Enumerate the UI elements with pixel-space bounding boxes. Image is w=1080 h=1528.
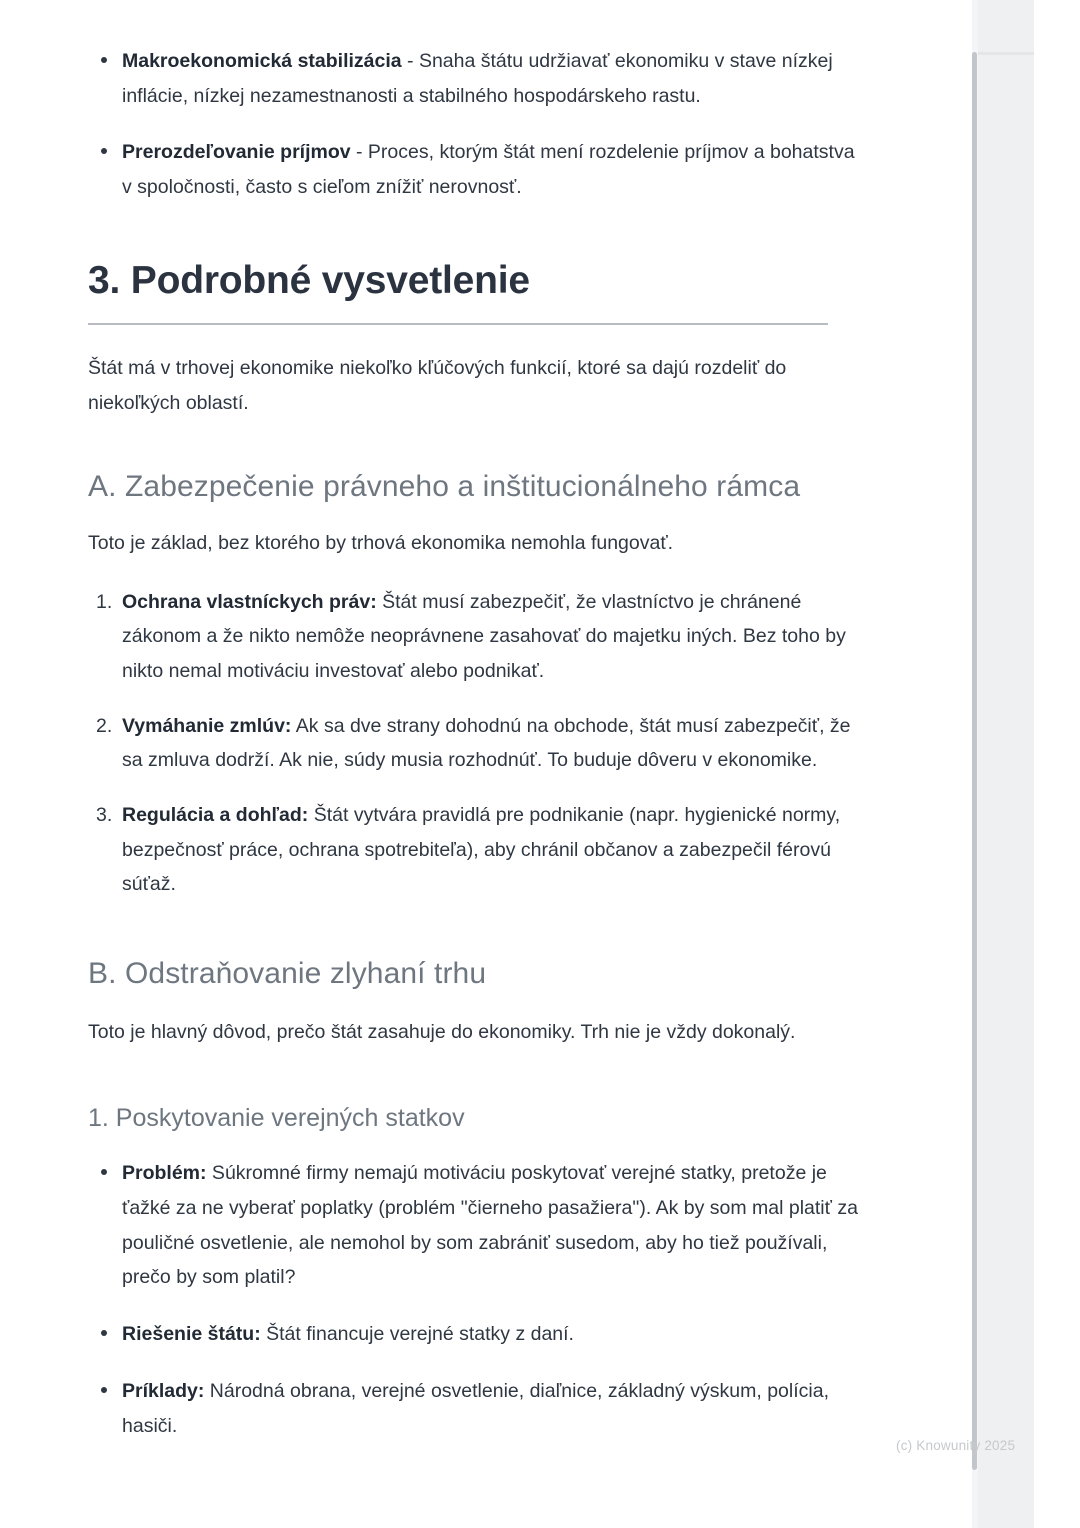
- list-item: [88, 1317, 859, 1352]
- page-title: 3. Podrobné vysvetlenie: [88, 258, 530, 302]
- list-item-term: Ochrana vlastníckych práv:: [122, 590, 377, 613]
- list-item: [88, 585, 859, 689]
- list-item-description: Štát vytvára pravidlá pre podnikanie (napr. hygienické normy, bezpečnosť práce, ochrana spotrebiteľa), aby chránil občanov a zabezpečil férovú súťaž.: [122, 804, 841, 896]
- subsection-b1-bullet-list: [88, 1156, 859, 1443]
- bullet-description: Národná obrana, verejné osvetlenie, diaľnice, základný výskum, polícia, hasiči.: [122, 1379, 829, 1437]
- list-item-description: Ak sa dve strany dohodnú na obchode, štát musí zabezpečiť, že sa zmluva dodrží. Ak nie, súdy musia rozhodnúť. To buduje dôveru v ekonomike.: [122, 714, 851, 772]
- bullet-description: Štát financuje verejné statky z daní.: [260, 1323, 574, 1346]
- definition-bullet-list: [88, 44, 859, 205]
- subsection-heading-b: B. Odstraňovanie zlyhaní trhu: [88, 957, 487, 991]
- bullet-description: Súkromné firmy nemajú motiváciu poskytovať verejné statky, pretože je ťažké za ne vyberať poplatky (problém "čierneho pasažiera"). Ak by som mal platiť za pouličné osvetlenie, ale nemohol by som zabrániť susedom, aby ho tiež používali, prečo by som platil?: [122, 1162, 858, 1289]
- subsection-a-numbered-list: [88, 585, 859, 903]
- bullet-term: Príklady:: [122, 1379, 205, 1402]
- section-intro-paragraph: Štát má v trhovej ekonomike niekoľko kľúčových funkcií, ktoré sa dajú rozdeliť do niekoľkých oblastí.: [88, 357, 787, 415]
- list-item: [88, 1156, 859, 1295]
- subsection-a-lead: Toto je základ, bez ktorého by trhová ekonomika nemohla fungovať.: [88, 531, 674, 554]
- scroll-gutter-cap: [978, 52, 1034, 55]
- list-item: [88, 798, 859, 902]
- list-item: [88, 44, 859, 113]
- bullet-term: Makroekonomická stabilizácia: [122, 50, 402, 72]
- bullet-term: Riešenie štátu:: [122, 1323, 261, 1346]
- list-item: [88, 709, 859, 778]
- title-divider: [88, 323, 828, 325]
- subsection-b-lead: Toto je hlavný dôvod, prečo štát zasahuje do ekonomiky. Trh nie je vždy dokonalý.: [88, 1021, 796, 1044]
- bullet-description: - Proces, ktorým štát mení rozdelenie príjmov a bohatstva v spoločnosti, často s cieľom znížiť nerovnosť.: [122, 141, 855, 199]
- scroll-gutter: [978, 0, 1034, 1528]
- subsection-b1-heading: 1. Poskytovanie verejných statkov: [88, 1103, 465, 1132]
- scrollbar-thumb[interactable]: [972, 52, 977, 1470]
- bullet-term: Problém:: [122, 1162, 207, 1185]
- bullet-term: Prerozdeľovanie príjmov: [122, 141, 351, 164]
- bullet-description: - Snaha štátu udržiavať ekonomiku v stave nízkej inflácie, nízkej nezamestnanosti a stabilného hospodárskeho rastu.: [122, 50, 833, 107]
- subsection-heading-a: A. Zabezpečenie právneho a inštitucionálneho rámca: [88, 469, 801, 503]
- list-item: [88, 135, 859, 204]
- list-item-term: Vymáhanie zmlúv:: [122, 714, 292, 737]
- list-item-term: Regulácia a dohľad:: [122, 804, 309, 827]
- copyright-watermark: (c) Knowunity 2025: [896, 1438, 1016, 1453]
- list-item-description: Štát musí zabezpečiť, že vlastníctvo je chránené zákonom a že nikto nemôže neoprávnene zasahovať do majetku iných. Bez toho by nikto nemal motiváciu investovať alebo podnikať.: [122, 590, 846, 682]
- list-item: [88, 1374, 859, 1443]
